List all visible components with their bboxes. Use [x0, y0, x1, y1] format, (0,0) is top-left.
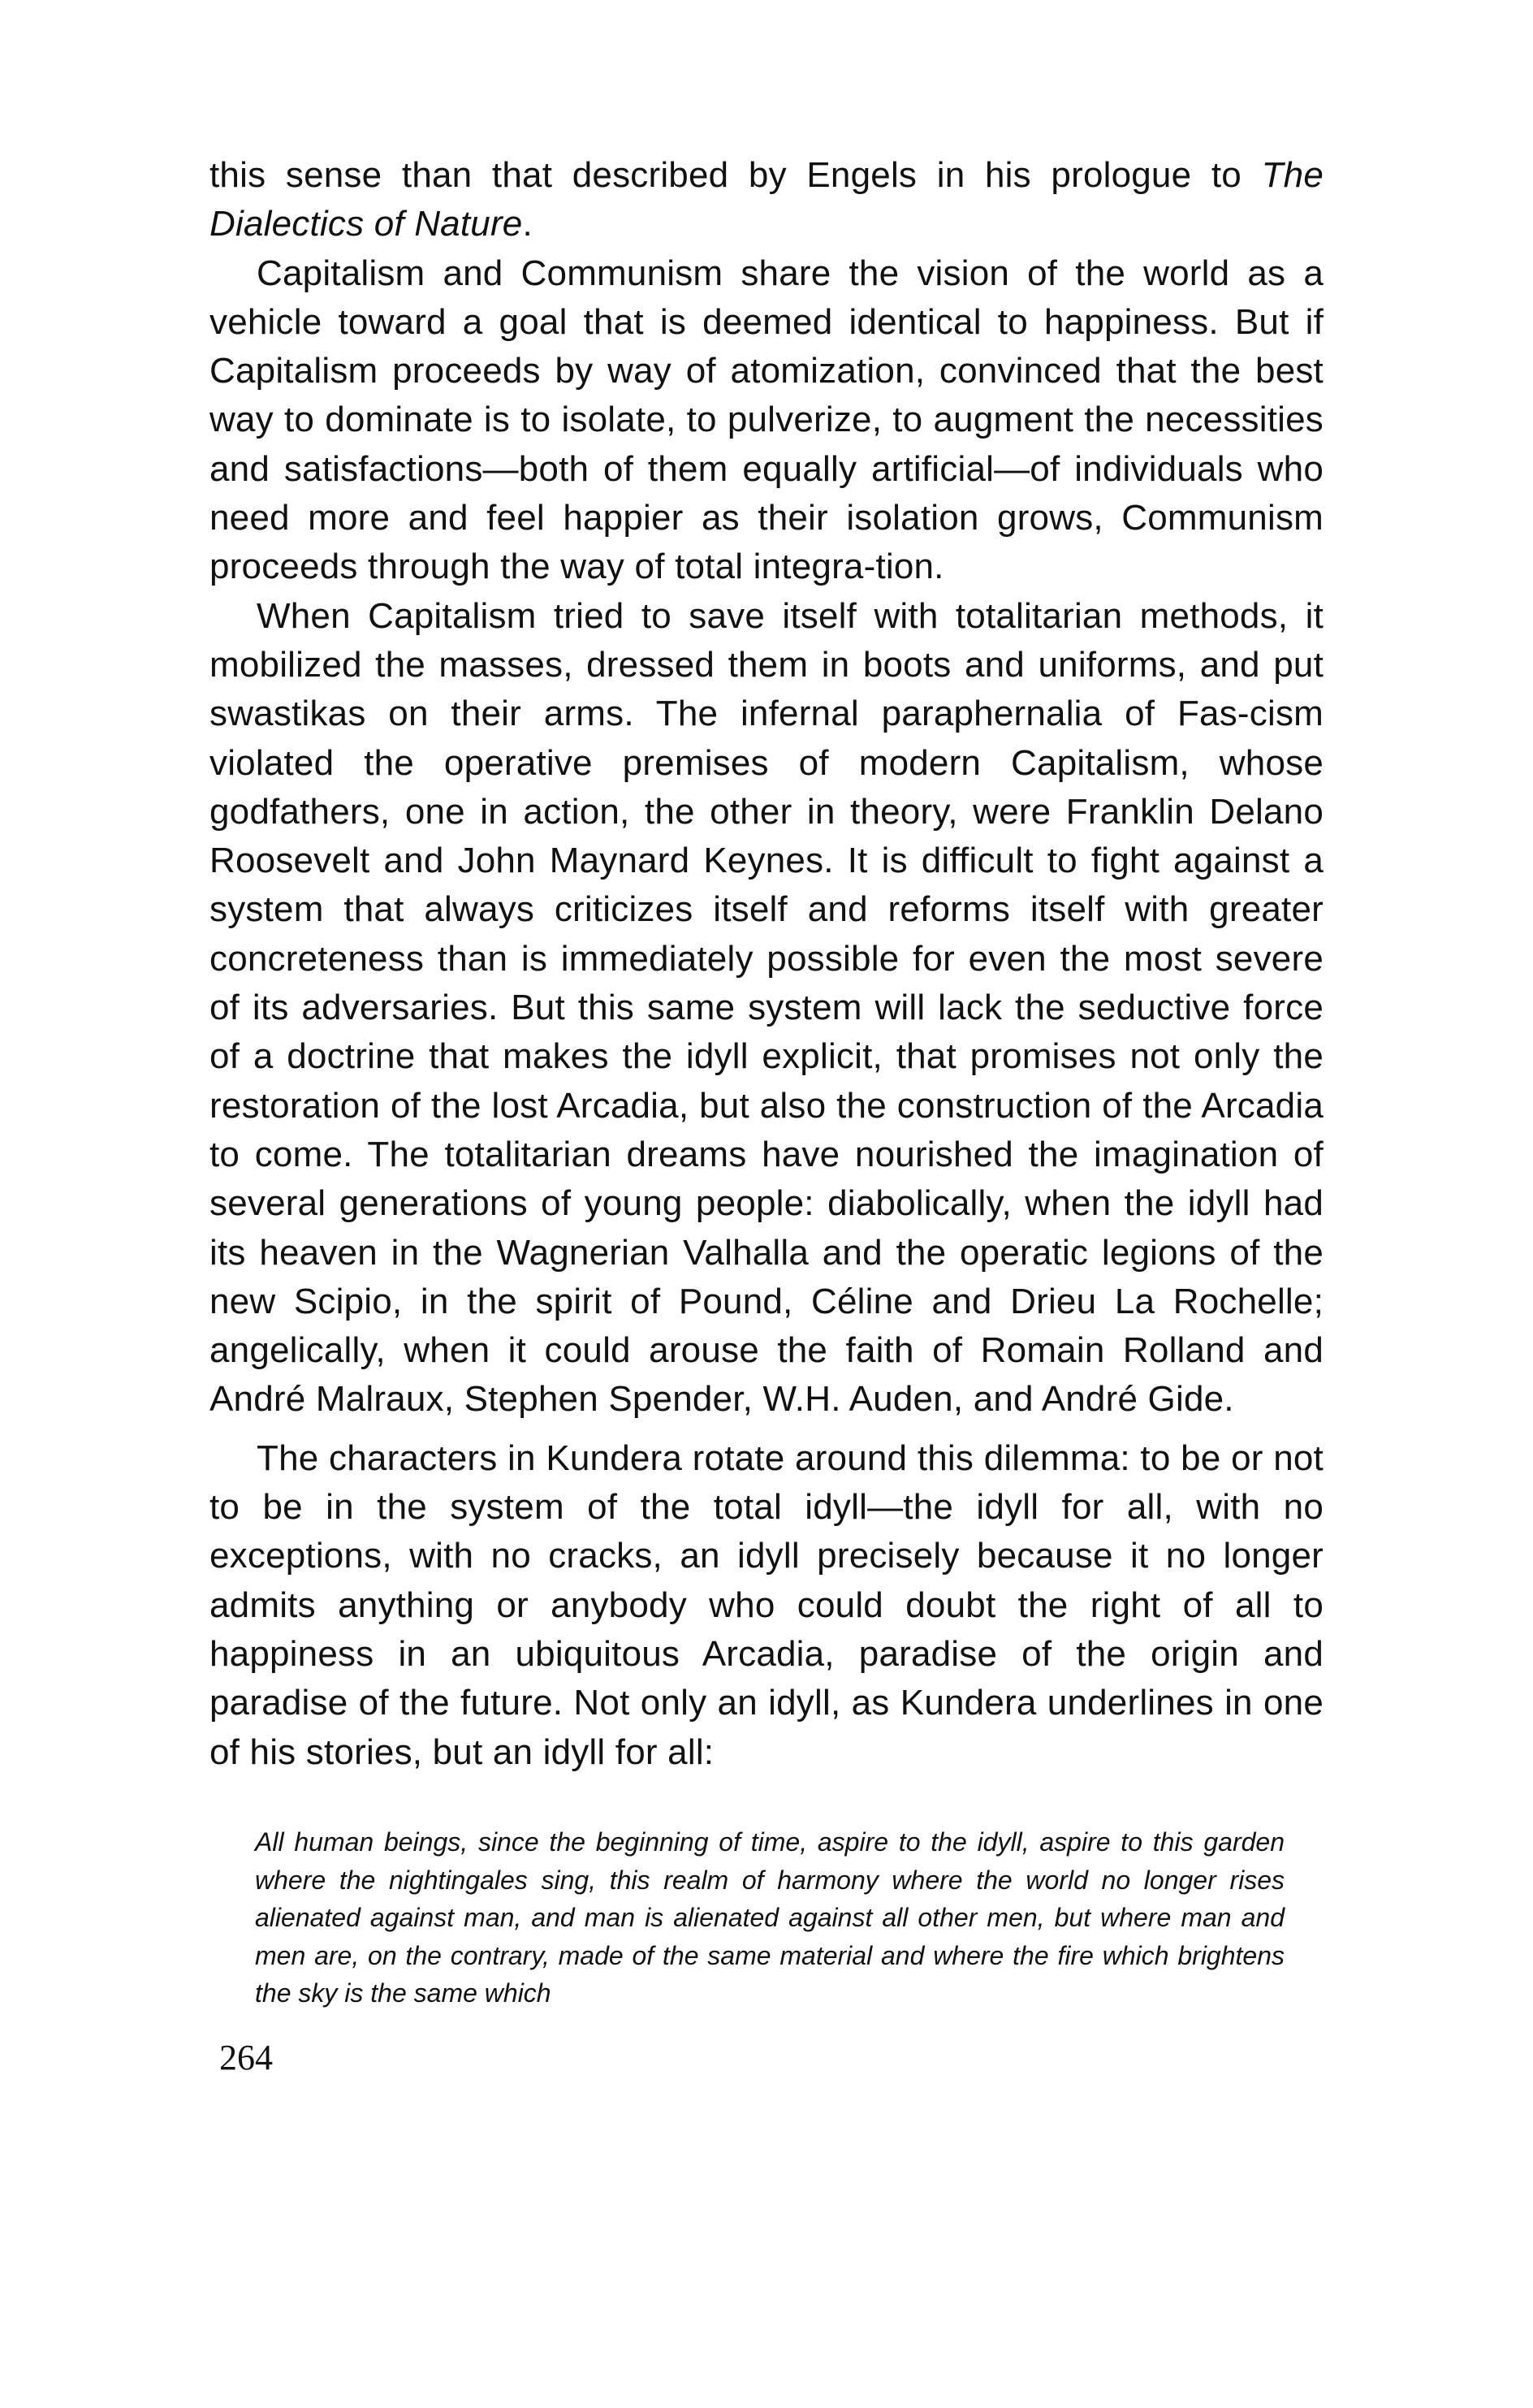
body-text [209, 151, 1324, 1777]
paragraph-1: this sense than that described by Engels in his prologue to The Dialectics of Nature. [209, 155, 1324, 244]
paragraph-3: When Capitalism tried to save itself with totalitarian methods, it mobilized the masses, dressed them in boots and uniforms, and put swastikas on their arms. The infernal paraphernalia of Fas-cism violated the operative premises of modern Capitalism, whose godfathers, one in action, the other in theory, were Franklin Delano Roosevelt and John Maynard Keynes. It is difficult to fight against a system that always criticizes itself and reforms itself with greater concreteness than is immediately possible for even the most severe of its adversaries. But this same system will lack the seductive force of a doctrine that makes the idyll explicit, that promises not only the restoration of the lost Arcadia, but also the construction of the Arcadia to come. The totalitarian dreams have nourished the imagination of several generations of young people: diabolically, when the idyll had its heaven in the Wagnerian Valhalla and the operatic legions of the new Scipio, in the spirit of Pound, Céline and Drieu La Rochelle; angelically, when it could arouse the faith of Romain Rolland and André Malraux, Stephen Spender, W.H. Auden, and André Gide. [209, 595, 1324, 1420]
paragraph-4: The characters in Kundera rotate around this dilemma: to be or not to be in the system of the total idyll—the idyll for all, with no exceptions, with no cracks, an idyll precisely because it no longer admits anything or anybody who could doubt the right of all to happiness in an ubiquitous Arcadia, paradise of the origin and paradise of the future. Not only an idyll, as Kundera underlines in one of his stories, but an idyll for all: [209, 1437, 1324, 1772]
block-quote: All human beings, since the beginning of time, aspire to the idyll, aspire to this garden where the nightingales sing, this realm of harmony where the world no longer rises alienated against man, and man is alienated against all other men, but where man and men are, on the contrary, made of the same material and where the fire which brightens the sky is the same which [255, 1827, 1285, 2008]
book-title: The Dialectics of Nature [209, 155, 1324, 244]
page-number: 264 [219, 2038, 273, 2077]
paragraph-2: Capitalism and Communism share the vision of the world as a vehicle toward a goal that is deemed identical to happiness. But if Capitalism proceeds by way of atomization, convinced that the best way to dominate is to isolate, to pulverize, to augment the necessities and satisfactions—both of them equally artificial—of individuals who need more and feel happier as their isolation grows, Communism proceeds through the way of total integra-tion. [209, 253, 1324, 587]
